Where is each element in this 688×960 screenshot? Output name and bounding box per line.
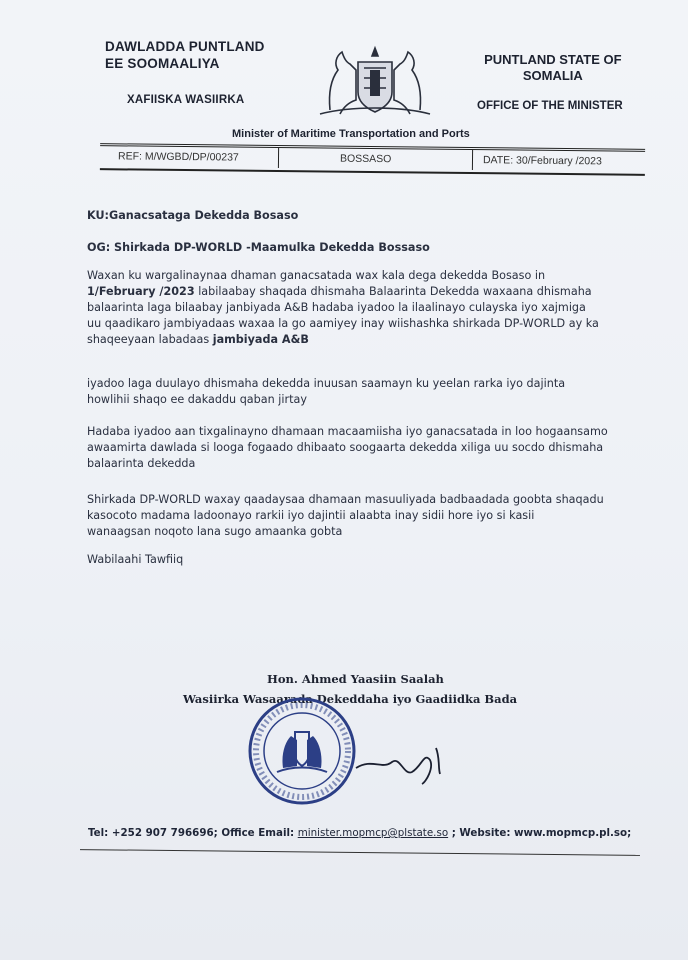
signatory-name: Hon. Ahmed Yaasiin Saalah [267, 672, 444, 686]
paragraph-3-line: balaarinta dekedda [87, 457, 196, 470]
paragraph-1-text: labilaabay shaqada dhismaha Balaarinta Dekedda waxaana dhismaha [198, 285, 592, 298]
paragraph-4-line: Shirkada DP-WORLD waxay qaadaysaa dhamaan masuuliyada badbaadada goobta shaqadu [87, 493, 604, 506]
closing-line: Wabilaahi Tawfiiq [87, 553, 184, 566]
footer-website: ; Website: www.mopmcp.pl.so; [448, 827, 632, 839]
reference-bar [100, 143, 645, 176]
reference-place: BOSSASO [339, 152, 392, 166]
paragraph-2-line: howlihii shaqo ee dakaddu qaban jirtay [87, 393, 307, 406]
recipient-line: KU:Ganacsataga Dekedda Bosaso [87, 209, 299, 222]
paragraph-2-line: iyadoo laga duulayo dhismaha dekedda inuusan saamayn ku yeelan rarka iyo dajinta [87, 377, 566, 390]
paragraph-1-line: Waxan ku wargalinaynaa dhaman ganacsatada wax kala dega dekedda Bosaso in [87, 269, 546, 282]
reference-date: DATE: 30/February /2023 [482, 154, 602, 168]
paragraph-1 [87, 268, 599, 348]
paragraph-1-text: shaqeeyaan labadaas [87, 333, 210, 346]
paragraph-3-line: Hadaba iyadoo aan tixgalinayno dhamaan macaamiisha iyo ganacsatada in loo hogaansamo [87, 425, 608, 438]
jetty-name: jambiyada A&B [212, 333, 309, 346]
paragraph-4-line: wanaagsan noqoto lana sugo amaanka gobta [87, 525, 343, 538]
paragraph-3-line: awaamirta dawlada si looga fogaado dhibaato soogaarta dekedda xiliga uu socdo dhismaha [87, 441, 604, 454]
paragraph-1-line [87, 332, 599, 348]
paragraph-4 [87, 492, 604, 540]
signatory-title: Wasiirka Wasaarada Dekeddaha iyo Gaadiidka Bada [183, 692, 518, 706]
start-date: 1/February /2023 [87, 285, 195, 298]
footer-email-link[interactable]: minister.mopmcp@plstate.so [297, 827, 449, 839]
paragraph-2 [87, 376, 565, 408]
header-left [105, 38, 265, 109]
office-name-english: OFFICE OF THE MINISTER [477, 100, 623, 112]
paragraph-3 [87, 424, 608, 472]
paragraph-1-line: balaarinta laga bilaabay janbiyada A&B hadaba iyadoo la ilaalinayo culayska iyo xajmiga [87, 301, 586, 314]
reference-number: REF: M/WGBD/DP/00237 [117, 150, 239, 164]
footer-divider [80, 849, 640, 856]
country-name-somali: EE SOOMAALIYA [105, 56, 220, 71]
official-stamp [247, 696, 357, 806]
paragraph-4-line: kasocoto madama ladoonayo rarkii iyo dajintii alaabta inay sidii hore iyo si kasii [87, 509, 535, 522]
ref-divider [278, 148, 279, 168]
office-name-somali: XAFIISKA WASIIRKA [127, 94, 245, 106]
ref-divider [472, 150, 473, 170]
copy-line: OG: Shirkada DP-WORLD -Maamulka Dekedda Bossaso [87, 241, 430, 254]
paragraph-1-line [87, 284, 599, 300]
handwritten-signature [352, 738, 462, 788]
header-right [477, 52, 623, 114]
puntland-emblem [310, 40, 440, 118]
footer-phone: Tel: +252 907 796696; Office Email: [88, 827, 298, 839]
ministry-title: Minister of Maritime Transportation and Ports [232, 128, 470, 140]
paragraph-1-line: uu qaadikaro jambiyadaas waxaa la go aamiyey inay wiishashka shirkada DP-WORLD ay ka [87, 317, 599, 330]
state-name-english: PUNTLAND STATE OF [484, 52, 622, 67]
state-name-somali: DAWLADDA PUNTLAND [105, 39, 265, 54]
country-name-english: SOMALIA [522, 68, 583, 83]
footer-contact [88, 827, 631, 839]
